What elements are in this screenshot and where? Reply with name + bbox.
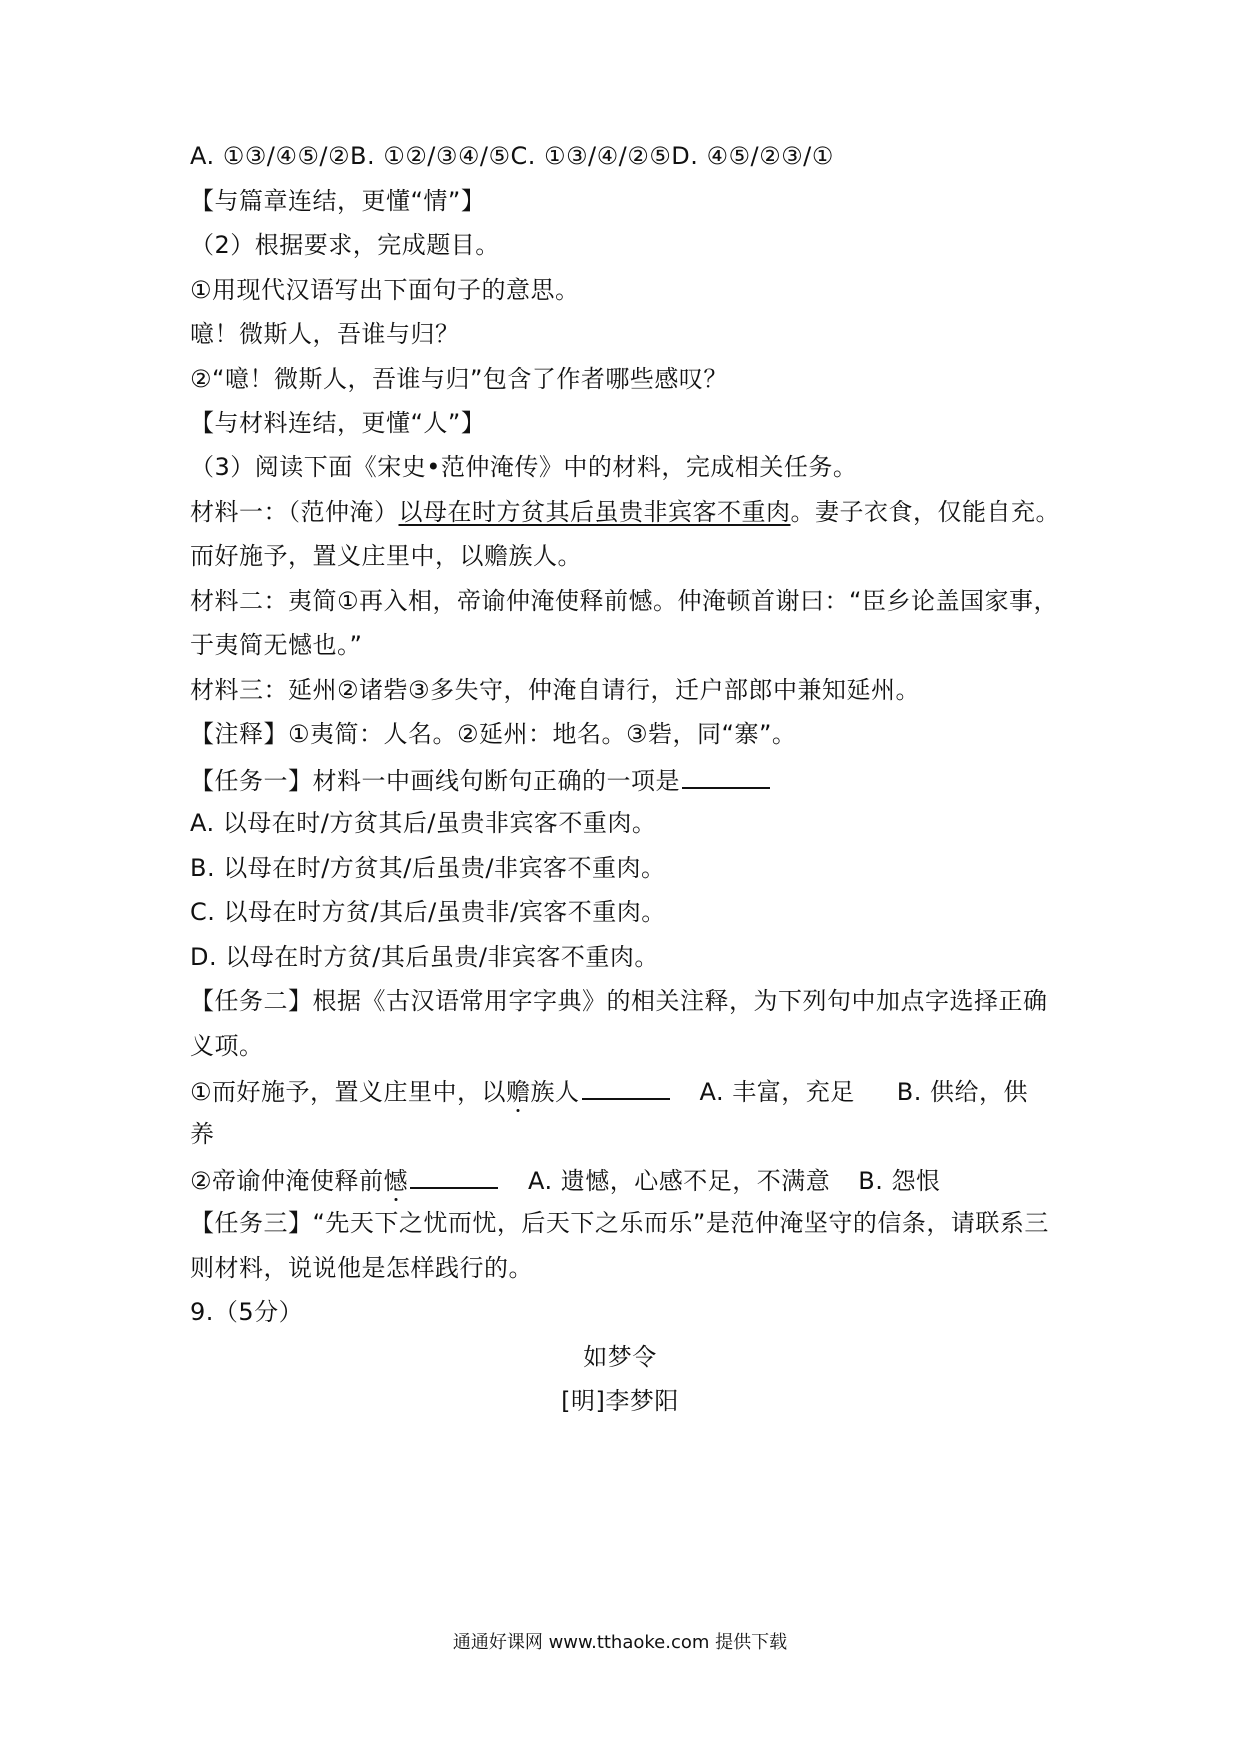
question-2-prompt: （2）根据要求，完成题目。 [190,231,500,259]
task-1-text: 【任务一】材料一中画线句断句正确的一项是 [190,767,680,795]
task-2-item-1 [190,1074,1070,1108]
material-3: 材料三：延州②诸砦③多失守，仲淹自请行，迁户部郎中兼知延州。 [190,676,921,704]
material-1-label: 材料一：（范仲淹） [190,498,399,526]
item-1-option-a: A. 丰富，充足 [699,1078,855,1106]
underlined-sentence: 以母在时方贫其后虽贵非宾客不重肉 [398,498,791,526]
question-2-part-1: ①用现代汉语写出下面句子的意思。 [190,276,580,304]
dotted-character: 赡 [506,1078,531,1106]
item-1-text-end: 族人 [530,1078,580,1106]
item-2-option-a: A. 遗憾，心感不足，不满意 [528,1167,831,1195]
material-1-line-1 [190,496,1070,528]
task-2-prompt-line-2: 义项。 [190,1032,264,1060]
material-1-line-2: 而好施予，置义庄里中，以赡族人。 [190,542,582,570]
item-1-option-b: B. 供给，供 [896,1078,1029,1106]
question-3-prompt: （3）阅读下面《宋史•范仲淹传》中的材料，完成相关任务。 [190,453,858,481]
poem-author: [明]李梦阳 [561,1387,679,1415]
task-1-prompt [190,763,1070,797]
material-1-rest: 。妻子衣食，仅能自充。 [790,498,1060,526]
task-2-prompt-line-1: 【任务二】根据《古汉语常用字字典》的相关注释，为下列句中加点字选择正确 [190,987,1048,1015]
question-2-part-2: ②“噫！微斯人，吾谁与归”包含了作者哪些感叹？ [190,365,728,393]
material-2-line-2: 于夷简无憾也。” [190,631,363,659]
task-1-option-b: B. 以母在时/方贫其/后虽贵/非宾客不重肉。 [190,854,666,882]
task-1-option-d: D. 以母在时方贫/其后虽贵/非宾客不重肉。 [190,943,659,971]
poem-title: 如梦令 [583,1343,657,1371]
question-options-line: A. ①③/④⑤/②B. ①②/③④/⑤C. ①③/④/②⑤D. ④⑤/②③/① [190,142,834,170]
question-9-number: 9.（5分） [190,1298,304,1326]
task-3-prompt-line-1: 【任务三】“先天下之忧而忧，后天下之乐而乐”是范仲淹坚守的信条，请联系三 [190,1209,1049,1237]
section-heading-emotion: 【与篇章连结，更懂“情”】 [190,187,486,215]
page-footer: 通通好课网 www.tthaoke.com 提供下载 [452,1632,788,1653]
task-1-option-a: A. 以母在时/方贫其后/虽贵非宾客不重肉。 [190,809,657,837]
section-heading-person: 【与材料连结，更懂“人”】 [190,409,486,437]
task-3-prompt-line-2: 则材料，说说他是怎样践行的。 [190,1254,533,1282]
item-1-text: ①而好施予，置义庄里中，以 [190,1078,507,1106]
answer-blank [410,1163,498,1189]
item-2-text: ②帝谕仲淹使释前 [190,1167,384,1195]
quoted-sentence: 噫！微斯人，吾谁与归？ [190,320,460,348]
dotted-character: 憾 [383,1167,409,1195]
task-2-item-1-wrap: 养 [190,1120,215,1148]
answer-blank [682,763,770,789]
task-2-item-2 [190,1163,1070,1197]
annotation-note: 【注释】①夷简：人名。②延州：地名。③砦，同“寨”。 [190,720,797,748]
answer-blank [582,1074,670,1100]
task-1-option-c: C. 以母在时方贫/其后/虽贵非/宾客不重肉。 [190,898,666,926]
material-2-line-1: 材料二：夷简①再入相，帝谕仲淹使释前憾。仲淹顿首谢曰：“臣乡论盖国家事， [190,587,1058,615]
item-2-option-b: B. 怨恨 [858,1167,941,1195]
